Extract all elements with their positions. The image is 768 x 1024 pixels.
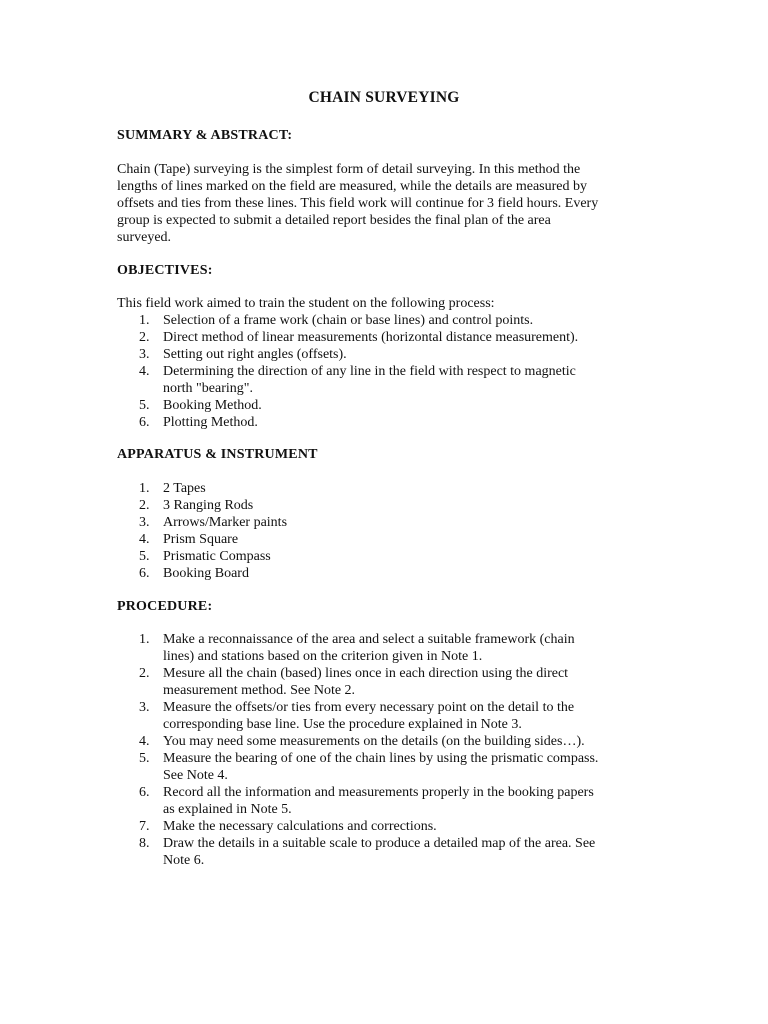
list-item-number: 4. xyxy=(139,364,150,379)
list-item-text: Selection of a frame work (chain or base lines) and control points. xyxy=(163,313,534,328)
list-item xyxy=(117,414,647,431)
procedure-list xyxy=(117,631,647,869)
list-item-text: Booking Method. xyxy=(163,398,262,413)
list-item xyxy=(117,514,647,531)
list-item-text: Make the necessary calculations and corrections. xyxy=(163,819,437,834)
list-item-text: Arrows/Marker paints xyxy=(163,515,288,530)
list-item-text: corresponding base line. Use the procedure explained in Note 3. xyxy=(163,717,522,732)
list-item xyxy=(117,565,647,582)
list-item-text: You may need some measurements on the details (on the building sides…). xyxy=(163,734,585,749)
list-item-number: 1. xyxy=(139,632,150,647)
list-item xyxy=(117,531,647,548)
list-item xyxy=(117,346,647,363)
apparatus-heading: APPARATUS & INSTRUMENT xyxy=(117,447,318,462)
list-item xyxy=(117,699,647,733)
list-item xyxy=(117,818,647,835)
list-item-number: 6. xyxy=(139,415,150,430)
list-item-text: Mesure all the chain (based) lines once in each direction using the direct xyxy=(163,666,569,681)
list-item-text: Determining the direction of any line in the field with respect to magnetic xyxy=(163,364,576,379)
list-item-text: Plotting Method. xyxy=(163,415,258,430)
list-item-text: as explained in Note 5. xyxy=(163,802,292,817)
list-item-text: Measure the bearing of one of the chain lines by using the prismatic compass. xyxy=(163,751,599,766)
list-item-number: 5. xyxy=(139,549,150,564)
list-item xyxy=(117,631,647,665)
list-item xyxy=(117,733,647,750)
list-item-text: 3 Ranging Rods xyxy=(163,498,254,513)
apparatus-list xyxy=(117,480,647,582)
list-item-number: 4. xyxy=(139,532,150,547)
summary-line: group is expected to submit a detailed report besides the final plan of the area xyxy=(117,213,551,228)
objectives-heading: OBJECTIVES: xyxy=(117,263,213,278)
procedure-heading: PROCEDURE: xyxy=(117,599,213,614)
list-item-number: 7. xyxy=(139,819,150,834)
list-item-number: 3. xyxy=(139,347,150,362)
list-item-text: Booking Board xyxy=(163,566,249,581)
list-item-text: north "bearing". xyxy=(163,381,253,396)
list-item-number: 5. xyxy=(139,751,150,766)
document-title: CHAIN SURVEYING xyxy=(308,89,460,106)
list-item xyxy=(117,312,647,329)
list-item-number: 6. xyxy=(139,566,150,581)
list-item xyxy=(117,363,647,397)
list-item-text: Note 6. xyxy=(163,853,205,868)
summary-heading: SUMMARY & ABSTRACT: xyxy=(117,128,293,143)
list-item xyxy=(117,329,647,346)
list-item-number: 3. xyxy=(139,515,150,530)
list-item xyxy=(117,397,647,414)
list-item-number: 2. xyxy=(139,666,150,681)
list-item-text: Measure the offsets/or ties from every necessary point on the detail to the xyxy=(163,700,575,715)
summary-line: surveyed. xyxy=(117,230,172,245)
objectives-list xyxy=(117,312,647,431)
list-item-number: 8. xyxy=(139,836,150,851)
list-item-text: Draw the details in a suitable scale to produce a detailed map of the area. See xyxy=(163,836,596,851)
summary-paragraph xyxy=(117,161,637,246)
list-item-text: Record all the information and measurements properly in the booking papers xyxy=(163,785,594,800)
list-item-number: 2. xyxy=(139,330,150,345)
list-item xyxy=(117,548,647,565)
list-item-text: measurement method. See Note 2. xyxy=(163,683,356,698)
list-item xyxy=(117,480,647,497)
list-item-number: 3. xyxy=(139,700,150,715)
list-item-number: 4. xyxy=(139,734,150,749)
list-item-number: 1. xyxy=(139,313,150,328)
list-item-text: Direct method of linear measurements (horizontal distance measurement). xyxy=(163,330,579,345)
list-item xyxy=(117,784,647,818)
list-item xyxy=(117,665,647,699)
list-item-number: 1. xyxy=(139,481,150,496)
list-item-text: Prismatic Compass xyxy=(163,549,271,564)
list-item-text: See Note 4. xyxy=(163,768,228,783)
list-item-text: Make a reconnaissance of the area and select a suitable framework (chain xyxy=(163,632,575,647)
list-item-text: 2 Tapes xyxy=(163,481,206,496)
list-item xyxy=(117,835,647,869)
summary-line: lengths of lines marked on the field are measured, while the details are measured by xyxy=(117,179,587,194)
list-item-number: 5. xyxy=(139,398,150,413)
list-item xyxy=(117,750,647,784)
list-item-number: 2. xyxy=(139,498,150,513)
list-item-text: Setting out right angles (offsets). xyxy=(163,347,347,362)
summary-line: Chain (Tape) surveying is the simplest form of detail surveying. In this method the xyxy=(117,162,581,177)
objectives-intro: This field work aimed to train the student on the following process: xyxy=(117,296,495,311)
list-item-text: lines) and stations based on the criterion given in Note 1. xyxy=(163,649,483,664)
list-item xyxy=(117,497,647,514)
summary-line: offsets and ties from these lines. This field work will continue for 3 field hours. Every xyxy=(117,196,599,211)
list-item-text: Prism Square xyxy=(163,532,239,547)
list-item-number: 6. xyxy=(139,785,150,800)
